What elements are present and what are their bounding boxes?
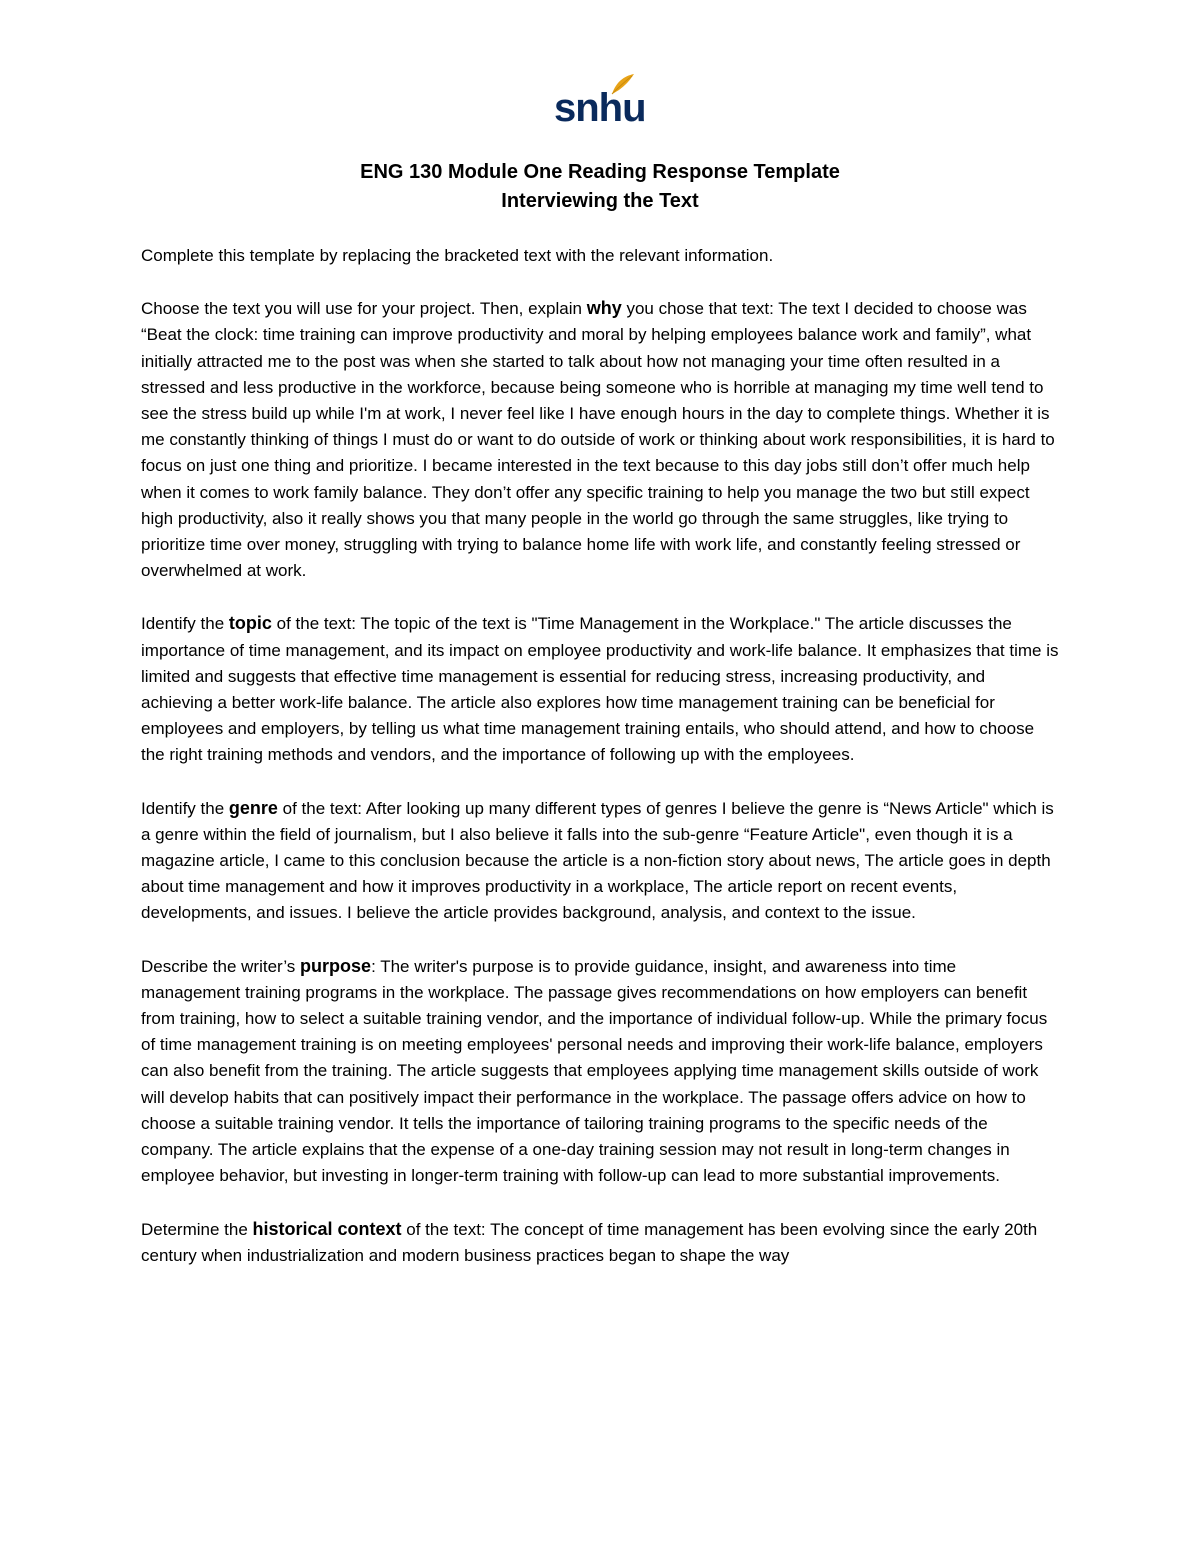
section-keyword: historical context [252, 1218, 402, 1239]
section-response: The text I decided to choose was “Beat the clock: time training can improve productivity and moral by helping employees balance work and family”, what initially attracted me to the post was when she started to talk about how not managing your time often resulted in a stressed and less productive in the workforce, because being someone who is horrible at managing my time well tend to see the stress build up while I'm at work, I never feel like I have enough hours in the day to complete things. Whether it is me constantly thinking of things I must do or want to do outside of work or thinking about work responsibilities, it is hard to focus on just one thing and prioritize. I became interested in the text because to this day jobs still don’t offer much help when it comes to work family balance. They don’t offer any specific training to help you manage the two but still expect high productivity, also it really shows you that many people in the world go through the same struggles, like trying to prioritize time over money, struggling with trying to balance home life with work life, and constantly feeling stressed or overwhelmed at work. [141, 299, 1055, 581]
section-genre [141, 795, 1059, 927]
section-keyword: genre [228, 797, 278, 818]
section-response: The topic of the text is "Time Management in the Workplace." The article discusses the importance of time management, and its impact on employee productivity and work-life balance. It emphasizes that time is limited and suggests that effective time management is essential for reducing stress, increasing productivity, and achieving a better work-life balance. The article also explores how time management training can be beneficial for employees and employers, by telling us what time management training entails, who should attend, and how to choose the right training methods and vendors, and the importance of following up with the employees. [141, 614, 1059, 765]
section-prompt: of the text: [401, 1219, 486, 1239]
document-body [141, 243, 1059, 1295]
section-historical-context [141, 1216, 1059, 1269]
section-keyword: why [586, 298, 622, 319]
section-topic [141, 610, 1059, 768]
logo-wordmark: snhu [554, 86, 646, 130]
instructions: Complete this template by replacing the bracketed text with the relevant information. [141, 246, 774, 265]
section-response: The writer's purpose is to provide guidance, insight, and awareness into time management training programs in the workplace. The passage gives recommendations on how employers can benefit from training, how to select a suitable training vendor, and the importance of individual follow-up. While the primary focus of time management training is on meeting employees' personal needs and improving their work-life balance, employers can also benefit from the training. The article suggests that employees applying time management skills outside of work will develop habits that can positively impact their performance in the workplace. The passage offers advice on how to choose a suitable training vendor. It tells the importance of tailoring training programs to the specific needs of the company. The article explains that the expense of a one-day training session may not result in long-term changes in employee behavior, but investing in longer-term training with follow-up can lead to more substantial improvements. [141, 956, 1048, 1186]
section-prompt: of the text: [271, 614, 356, 634]
section-prompt: Determine the [141, 1219, 253, 1239]
document-title [0, 158, 1200, 216]
section-why [141, 295, 1059, 584]
title-line-1: ENG 130 Module One Reading Response Template [360, 161, 840, 183]
section-prompt: you chose that text: [621, 299, 774, 319]
section-keyword: purpose [300, 955, 372, 976]
section-prompt: : [371, 956, 376, 976]
section-purpose [141, 953, 1059, 1190]
section-response: The concept of time management has been evolving since the early 20th century when industrialization and modern business practices began to shape the way [141, 1219, 1038, 1265]
section-prompt: of the text: [277, 798, 363, 818]
section-prompt: Describe the writer’s [141, 956, 301, 976]
section-prompt: Identify the [141, 614, 229, 634]
section-keyword: topic [228, 613, 272, 634]
section-prompt: Identify the [141, 798, 229, 818]
section-response: After looking up many different types of genres I believe the genre is “News Article" which is a genre within the field of journalism, but I also believe it falls into the sub-genre “Feature Article", even though it is a magazine article, I came to this conclusion because the article is a non-fiction story about news, The article goes in depth about time management and how it improves productivity in a workplace, The article report on recent events, developments, and issues. I believe the article provides background, analysis, and context to the issue. [141, 798, 1054, 923]
snhu-logo [554, 72, 644, 134]
section-prompt: Choose the text you will use for your project. Then, explain [141, 299, 587, 319]
title-line-2: Interviewing the Text [501, 190, 699, 212]
